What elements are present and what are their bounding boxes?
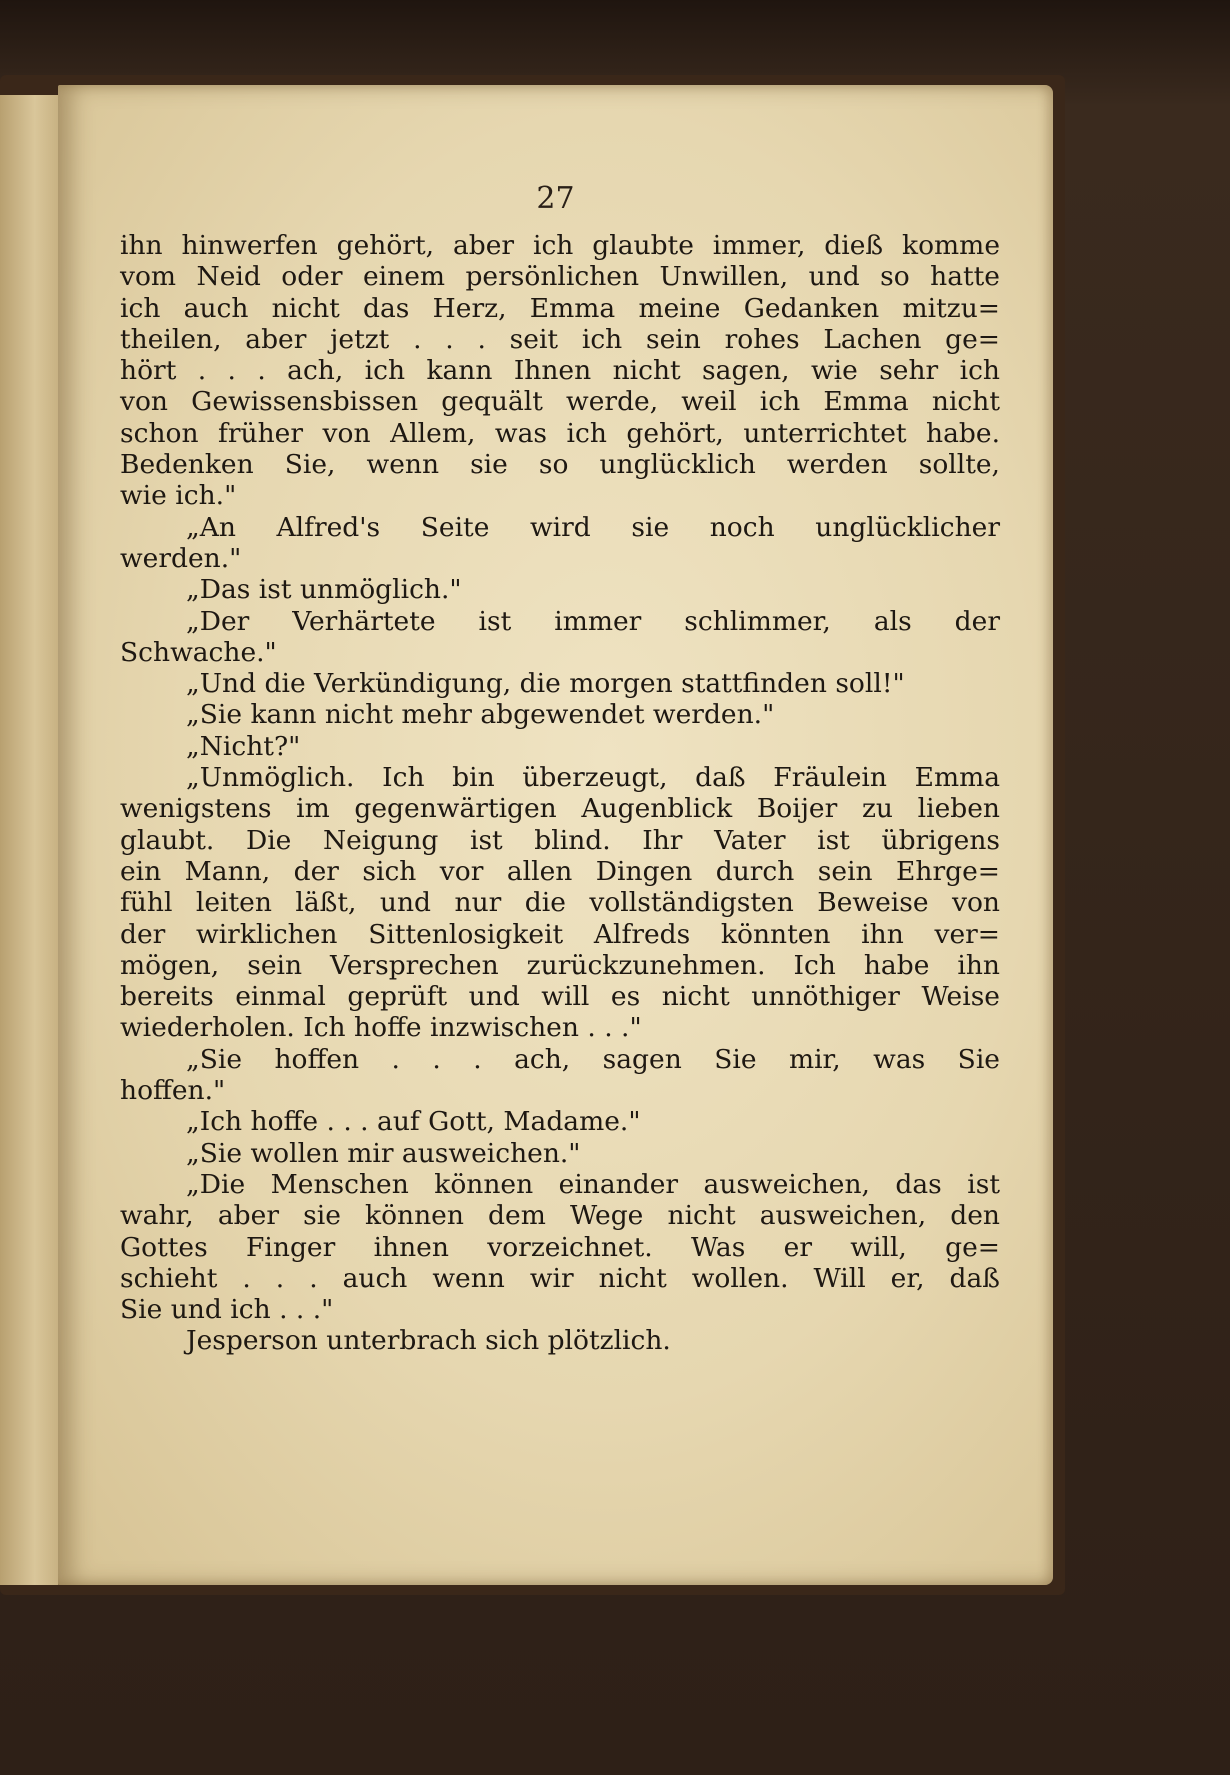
text-line: „Das ist unmöglich." <box>186 574 462 606</box>
text-line: vom Neid oder einem persönlichen Unwillen, und so hatte <box>120 261 1000 293</box>
page-text <box>120 230 1000 1357</box>
text-line: werden." <box>120 542 242 574</box>
text-line: wie ich." <box>120 480 237 512</box>
text-line: Gottes Finger ihnen vorzeichnet. Was er will, ge= <box>120 1231 1000 1263</box>
text-line: glaubt. Die Neigung ist blind. Ihr Vater ist übrigens <box>120 824 1000 856</box>
text-line: wahr, aber sie können dem Wege nicht ausweichen, den <box>120 1200 1000 1232</box>
text-line: ich auch nicht das Herz, Emma meine Gedanken mitzu= <box>120 292 1000 324</box>
text-line: „Sie kann nicht mehr abgewendet werden." <box>186 699 775 731</box>
text-line: schieht . . . auch wenn wir nicht wollen. Will er, daß <box>120 1262 1000 1294</box>
text-line: ein Mann, der sich vor allen Dingen durch sein Ehrge= <box>120 855 1000 887</box>
book-page <box>58 85 1053 1585</box>
text-line: fühl leiten läßt, und nur die vollständigsten Beweise von <box>120 887 1000 919</box>
text-line: wenigstens im gegenwärtigen Augenblick Boijer zu lieben <box>120 793 1000 825</box>
text-line: Bedenken Sie, wenn sie so unglücklich werden sollte, <box>120 449 1000 481</box>
text-line: ihn hinwerfen gehört, aber ich glaubte immer, dieß komme <box>120 230 1000 261</box>
text-line: „Unmöglich. Ich bin überzeugt, daß Fräulein Emma <box>186 762 1000 794</box>
text-line: hört . . . ach, ich kann Ihnen nicht sagen, wie sehr ich <box>120 355 1000 387</box>
text-line: der wirklichen Sittenlosigkeit Alfreds könnten ihn ver= <box>120 918 1000 950</box>
left-page-edge <box>0 95 60 1585</box>
page-number: 27 <box>536 181 575 216</box>
text-line: hoffen." <box>120 1075 226 1107</box>
text-line: „Nicht?" <box>186 730 301 762</box>
text-line: Schwache." <box>120 636 277 668</box>
text-line: „Und die Verkündigung, die morgen stattfinden soll!" <box>186 668 905 700</box>
text-line: „Sie hoffen . . . ach, sagen Sie mir, was Sie <box>186 1043 1000 1075</box>
text-line: „Der Verhärtete ist immer schlimmer, als der <box>186 605 1000 637</box>
text-line: theilen, aber jetzt . . . seit ich sein rohes Lachen ge= <box>120 323 1000 355</box>
text-line: Jesperson unterbrach sich plötzlich. <box>186 1325 671 1357</box>
text-line: bereits einmal geprüft und will es nicht unnöthiger Weise <box>120 981 1000 1013</box>
text-line: „Ich hoffe . . . auf Gott, Madame." <box>186 1106 641 1138</box>
text-line: schon früher von Allem, was ich gehört, unterrichtet habe. <box>120 417 1000 449</box>
text-line: wiederholen. Ich hoffe inzwischen . . ." <box>120 1012 642 1044</box>
text-line: mögen, sein Versprechen zurückzunehmen. Ich habe ihn <box>120 949 1000 981</box>
text-line: von Gewissensbissen gequält werde, weil ich Emma nicht <box>120 386 1000 418</box>
text-line: Sie und ich . . ." <box>120 1294 334 1326</box>
text-line: „Sie wollen mir ausweichen." <box>186 1137 581 1169</box>
text-line: „Die Menschen können einander ausweichen, das ist <box>186 1168 1000 1200</box>
text-line: „An Alfred's Seite wird sie noch unglücklicher <box>186 511 1000 543</box>
